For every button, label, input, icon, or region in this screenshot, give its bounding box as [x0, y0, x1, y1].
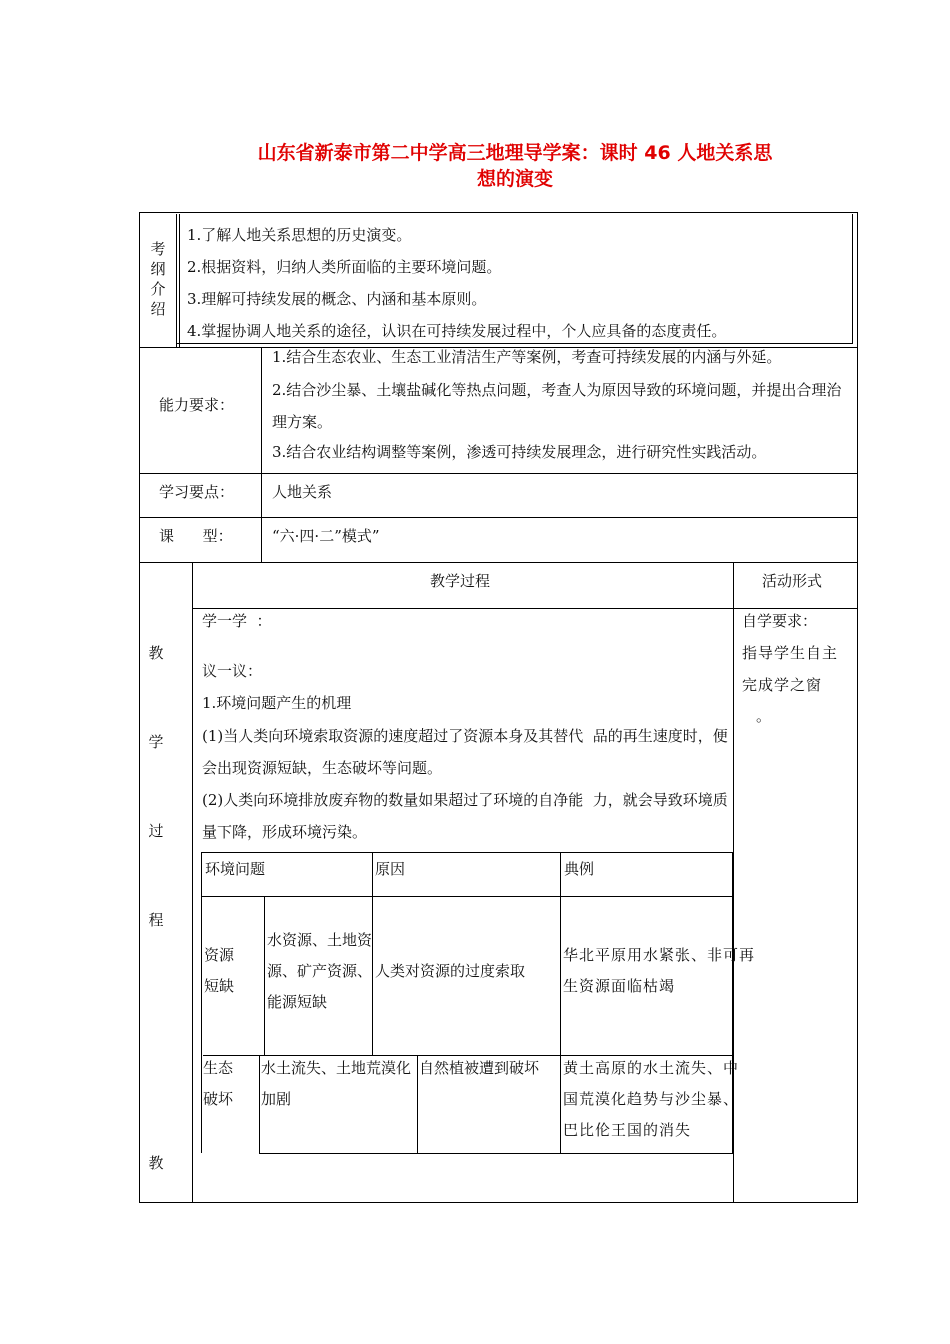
xue-yi-xue: 学一学 ：: [202, 612, 272, 630]
process-side-char-5: 教: [148, 1154, 164, 1172]
table-right-border: [857, 212, 858, 1202]
env-row1-sub: 水资源、土地资源、矿产资源、能源短缺: [267, 931, 373, 1011]
xuexi-divider: [261, 473, 262, 517]
kaogang-char-3: 介: [150, 280, 166, 298]
page-title: [190, 140, 840, 192]
env-row2-sub: 水土流失、土地荒漠化加剧: [261, 1059, 412, 1108]
kaogang-inner-left: [176, 214, 177, 347]
kaogang-inner-right: [852, 214, 853, 344]
kaogang-item-4: 4.掌握协调人地关系的途径，认识在可持续发展过程中，个人应具备的态度责任。: [187, 322, 727, 340]
kaogang-char-1: 考: [150, 240, 166, 258]
kaogang-divider: [179, 214, 180, 347]
env-table-header-bottom: [201, 896, 733, 897]
kaogang-item-2: 2.根据资料，归纳人类所面临的主要环境问题。: [187, 258, 502, 276]
kexing-label: 课 型：: [159, 527, 233, 545]
nengli-item-1: 1.结合生态农业、生态工业清洁生产等案例，考查可持续发展的内涵与外延。: [272, 348, 782, 366]
mechanism-para-1: (1)当人类向环境索取资源的速度超过了资源本身及其替代 品的再生速度时，便会出现资源短缺，生态破坏等问题。: [202, 727, 728, 777]
env-table-left-row2: [201, 1055, 202, 1153]
header-activity: 活动形式: [762, 572, 823, 590]
process-side-char-1: 教: [148, 644, 164, 662]
mechanism-para-2: (2)人类向环境排放废弃物的数量如果超过了环境的自净能 力，就会导致环境质量下降，形成环境污染。: [202, 791, 728, 841]
section-3-bottom: [139, 517, 858, 518]
process-side-char-3: 过: [148, 822, 164, 840]
env-row2-type: 生态破坏: [203, 1059, 234, 1108]
activity-line-1: 自学要求：: [742, 612, 818, 630]
nengli-item-2: 2.结合沙尘暴、土壤盐碱化等热点问题，考查人为原因导致的环境问题，并提出合理治理方案。: [272, 381, 842, 431]
section-4-bottom: [139, 562, 858, 563]
activity-line-2: 指导学生自主完成学之窗: [742, 644, 839, 694]
title-line-1: 山东省新泰市第二中学高三地理导学案：课时 46 人地关系思: [257, 142, 773, 164]
nengli-item-3: 3.结合农业结构调整等案例，渗透可持续发展理念，进行研究性实践活动。: [272, 443, 767, 461]
kaogang-char-2: 纲: [150, 260, 166, 278]
env-table-col-sub-row1: [264, 896, 265, 1055]
env-row2-example: 黄土高原的水土流失、中国荒漠化趋势与沙尘暴、巴比伦王国的消失: [563, 1059, 740, 1139]
env-table-top: [201, 852, 733, 853]
title-line-2: 想的演变: [476, 168, 553, 190]
env-row1-type: 资源短缺: [204, 946, 235, 995]
env-row2-reason: 自然植被遭到破坏: [419, 1059, 540, 1077]
nengli-label: 能力要求：: [159, 396, 235, 414]
env-table-col-sub-row2: [259, 1055, 260, 1153]
env-table-left: [201, 852, 202, 1056]
table-top-border: [139, 212, 858, 213]
nengli-divider: [261, 347, 262, 473]
activity-line-3: 。: [756, 707, 772, 725]
env-row1-example: 华北平原用水紧张、非可再生资源面临枯竭: [563, 946, 756, 995]
env-header-example: 典例: [564, 860, 595, 878]
env-header-problem: 环境问题: [205, 860, 266, 878]
xuexi-label: 学习要点：: [159, 483, 235, 501]
header-process: 教学过程: [430, 572, 491, 590]
mechanism-heading: 1.环境问题产生的机理: [202, 694, 352, 712]
env-header-reason: 原因: [375, 860, 406, 878]
table-left-border: [139, 212, 140, 1202]
kexing-divider: [261, 517, 262, 562]
process-side-char-4: 程: [148, 911, 164, 929]
kaogang-item-1: 1.了解人地关系思想的历史演变。: [187, 226, 412, 244]
kaogang-item-3: 3.理解可持续发展的概念、内涵和基本原则。: [187, 290, 487, 308]
section-2-bottom: [139, 473, 858, 474]
xuexi-value: 人地关系: [272, 483, 333, 501]
kaogang-char-4: 绍: [150, 300, 166, 318]
yi-yi-yi: 议一议：: [202, 662, 263, 680]
process-side-char-2: 学: [148, 733, 164, 751]
env-table-col-reason-row2: [417, 1055, 418, 1153]
process-side-divider: [192, 562, 193, 1202]
env-row1-reason: 人类对资源的过度索取: [375, 962, 526, 980]
table-bottom-border: [139, 1202, 858, 1203]
env-table-bottom: [259, 1153, 733, 1154]
kexing-value: “六·四·二”模式”: [272, 527, 380, 545]
env-table-col-example: [560, 852, 561, 1153]
